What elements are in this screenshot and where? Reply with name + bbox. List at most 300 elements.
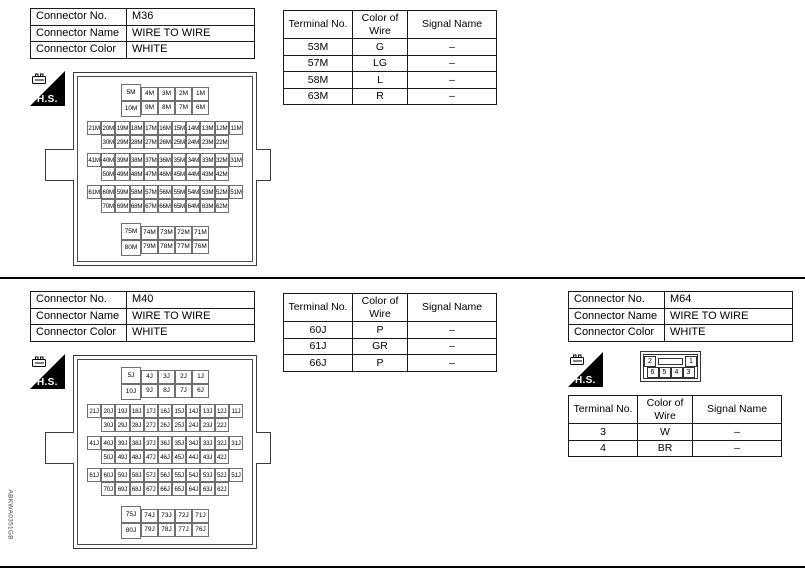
connector-diagram-m40 [73,355,257,549]
connector-tab-right [256,149,271,181]
pin-cell: 41M [87,153,101,167]
pin-cell: 20J [101,404,115,418]
pin-cell: 30J [101,418,115,432]
pin-cell: 52J [215,468,229,482]
pin-cell: 45M [172,167,186,181]
pin-cell: 13J [200,404,214,418]
pin-cell: 60M [101,185,115,199]
pin-block [87,121,243,149]
pin-cell: 1J [192,370,209,384]
info-row [31,42,255,59]
pin-cell: 61M [87,185,101,199]
pin-cell: 28M [130,135,144,149]
pin-cell: 51M [229,185,243,199]
pin-cell: 54J [186,468,200,482]
pin-cell: 26J [158,418,172,432]
pin-row [101,199,229,213]
terminal-cell: LG [353,55,408,72]
pin-cell: 38M [130,153,144,167]
header-row [569,396,782,424]
pin-cell: 67M [144,199,158,213]
pin-cell: 15J [172,404,186,418]
pin-row [87,153,243,167]
pin-row [101,418,229,432]
pin-cap-column [121,84,141,117]
pin-cell: 29M [115,135,129,149]
pin-cell: 37J [144,436,158,450]
pin-cell: 23J [200,418,214,432]
pin-cell: 59J [115,468,129,482]
pin-area-m64 [643,354,698,379]
info-row [569,292,793,309]
hs-badge [30,71,65,106]
pin-area-m40 [77,359,253,545]
pin-cell: 71J [192,509,209,523]
pin-cell: 14J [186,404,200,418]
info-value: WHITE [665,325,793,342]
info-row [31,25,255,42]
pin-cell: 25J [172,418,186,432]
hs-badge [30,354,65,389]
pin-row [87,436,243,450]
info-row [569,308,793,325]
terminal-cell: – [408,88,497,105]
terminal-table-m64 [568,395,782,457]
pin-cell: 68J [130,482,144,496]
pin-cell: 2M [175,87,192,101]
info-value: M40 [127,292,255,309]
pin-cell: 66J [158,482,172,496]
info-row [31,292,255,309]
terminal-cell: – [693,424,782,441]
pin-row [141,384,209,398]
pin-cell: 23M [200,135,214,149]
pin-cell: 50J [101,450,115,464]
pin-cell: 36M [158,153,172,167]
section-divider [0,277,805,279]
terminal-cell: 61J [284,338,353,355]
connector-diagram-m36 [73,72,257,266]
connector-icon [31,355,48,368]
terminal-cell: – [693,440,782,457]
pin-cell: 58M [130,185,144,199]
pin-cell: 2J [175,370,192,384]
info-value: M64 [665,292,793,309]
pin-row [87,404,243,418]
terminal-cell: – [408,355,497,372]
pin-cell: 40J [101,436,115,450]
pin-cell: 58J [130,468,144,482]
terminal-row [284,55,497,72]
pin-cell: 12M [215,121,229,135]
pin-cell: 36J [158,436,172,450]
pin-cell: 7J [175,384,192,398]
info-value: WIRE TO WIRE [665,308,793,325]
pin-cell: 34J [186,436,200,450]
pin-row [141,240,209,254]
terminal-cell: BR [638,440,693,457]
header-row [284,11,497,39]
pin-row [101,450,229,464]
pin-cell: 56M [158,185,172,199]
pin-cell: 35M [172,153,186,167]
terminal-table-m36 [283,10,497,105]
pin-cap-column [121,367,141,400]
pin-cell: 29J [115,418,129,432]
pin-cell: 61J [87,468,101,482]
pin-block [87,436,243,464]
pin-cell: 12J [215,404,229,418]
pin-cell: 5J [121,367,141,384]
pin-cell: 65J [172,482,186,496]
pin-cell: 56J [158,468,172,482]
pin-cell: 3J [158,370,175,384]
pin-block [121,367,209,400]
pin-cell: 78M [158,240,175,254]
info-row [31,308,255,325]
info-value: WHITE [127,42,255,59]
pin-cell: 13M [200,121,214,135]
pin-cell: 33J [200,436,214,450]
info-label: Connector Name [569,308,665,325]
pin-cell: 60J [101,468,115,482]
info-row [31,325,255,342]
pin-cell: 5 [659,367,671,378]
connector-slot [658,358,683,365]
pin-cell: 55M [172,185,186,199]
pin-cell: 46J [158,450,172,464]
pin-cell: 64M [186,199,200,213]
pin-cell: 55J [172,468,186,482]
terminal-cell: 63M [284,88,353,105]
info-value: WIRE TO WIRE [127,308,255,325]
pin-cell: 34M [186,153,200,167]
pin-row [87,121,243,135]
pin-cell: 15M [172,121,186,135]
info-label: Connector No. [31,9,127,26]
info-value: WIRE TO WIRE [127,25,255,42]
pin-block [121,84,209,117]
pin-cell: 80J [121,523,141,540]
pin-cell: 24J [186,418,200,432]
pin-cell: 66M [158,199,172,213]
pin-row [101,482,229,496]
pin-cell: 44J [186,450,200,464]
pin-cell: 43M [200,167,214,181]
terminal-row [284,72,497,89]
info-value: M36 [127,9,255,26]
pin-grid [141,370,209,398]
pin-cell: 32J [215,436,229,450]
terminal-cell: 53M [284,39,353,56]
pin-cell: 48M [130,167,144,181]
pin-cell: 57M [144,185,158,199]
pin-cell: 22M [215,135,229,149]
pin-cap-column [121,506,141,539]
pin-cell: 7M [175,101,192,115]
pin-cell: 1 [685,356,697,367]
pin-cell: 6J [192,384,209,398]
pin-cell: 70J [101,482,115,496]
info-row [569,325,793,342]
pin-cell: 22J [215,418,229,432]
terminal-cell: GR [353,338,408,355]
column-header: Color of Wire [638,396,693,424]
info-label: Connector No. [31,292,127,309]
info-label: Connector No. [569,292,665,309]
pin-cell: 9M [141,101,158,115]
pin-cell: 35J [172,436,186,450]
pin-grid [141,226,209,254]
pin-cell: 48J [130,450,144,464]
terminal-cell: – [408,338,497,355]
pin-block [87,468,243,496]
pin-cell: 74J [141,509,158,523]
terminal-cell: L [353,72,408,89]
info-label: Connector Name [31,25,127,42]
pin-cell: 57J [144,468,158,482]
pin-cell: 64J [186,482,200,496]
pin-cell: 26M [158,135,172,149]
hs-label: H.S. [37,94,58,105]
pin-row [141,226,209,240]
pin-cell: 46M [158,167,172,181]
pin-cell: 63M [200,199,214,213]
pin-cell: 72M [175,226,192,240]
pin-cell: 39M [115,153,129,167]
pin-cell: 76J [192,523,209,537]
pin-grid [141,87,209,115]
pin-cell: 20M [101,121,115,135]
pin-cell: 16M [158,121,172,135]
connector-icon [569,353,586,366]
terminal-row [284,338,497,355]
pin-cell: 5M [121,84,141,101]
hs-label: H.S. [575,375,596,386]
info-label: Connector Name [31,308,127,325]
terminal-cell: 58M [284,72,353,89]
column-header: Signal Name [408,294,497,322]
pin-cell: 21M [87,121,101,135]
pin-row [141,523,209,537]
pin-cell: 62J [215,482,229,496]
pin-cell: 75J [121,506,141,523]
pin-block [87,153,243,181]
terminal-row [284,322,497,339]
pin-block [87,185,243,213]
pin-cell: 24M [186,135,200,149]
terminal-cell: 57M [284,55,353,72]
pin-cell: 39J [115,436,129,450]
pin-cell: 43J [200,450,214,464]
info-label: Connector Color [31,325,127,342]
pin-cell: 62M [215,199,229,213]
pin-cell: 17M [144,121,158,135]
pin-block [121,506,209,539]
column-header: Terminal No. [284,294,353,322]
pin-cell: 77J [175,523,192,537]
pin-cell: 54M [186,185,200,199]
header-row [284,294,497,322]
pin-cell: 67J [144,482,158,496]
pin-cell: 63J [200,482,214,496]
terminal-cell: – [408,322,497,339]
pin-cell: 3 [683,367,695,378]
pin-cell: 53J [200,468,214,482]
pin-cell: 21J [87,404,101,418]
pin-cell: 69M [115,199,129,213]
pin-cell: 18M [130,121,144,135]
pin-cell: 69J [115,482,129,496]
connector-tab-left [45,149,74,181]
pin-row [87,468,243,482]
pin-cell: 16J [158,404,172,418]
pin-cell: 40M [101,153,115,167]
pin-row [101,167,229,181]
terminal-cell: 4 [569,440,638,457]
terminal-cell: 3 [569,424,638,441]
pin-cell: 78J [158,523,175,537]
terminal-cell: – [408,39,497,56]
pin-cell: 49M [115,167,129,181]
pin-cell: 75M [121,223,141,240]
pin-cell: 79M [141,240,158,254]
pin-cell: 14M [186,121,200,135]
pin-cell: 10M [121,101,141,118]
pin-cell: 70M [101,199,115,213]
info-label: Connector Color [31,42,127,59]
pin-cell: 2 [644,356,656,367]
pin-cell: 42J [215,450,229,464]
terminal-cell: P [353,355,408,372]
terminal-cell: R [353,88,408,105]
pin-cell: 42M [215,167,229,181]
pin-cell: 27M [144,135,158,149]
pin-row [87,185,243,199]
pin-cell: 73M [158,226,175,240]
connector-info-table-m64 [568,291,793,342]
pin-cell: 1M [192,87,209,101]
pin-cell: 25M [172,135,186,149]
pin-cell: 4M [141,87,158,101]
pin-cell: 41J [87,436,101,450]
pin-cell: 51J [229,468,243,482]
terminal-row [284,88,497,105]
pin-cell: 3M [158,87,175,101]
section-divider [0,566,805,568]
hs-label: H.S. [37,377,58,388]
terminal-cell: 66J [284,355,353,372]
pin-row [141,101,209,115]
pin-cell: 17J [144,404,158,418]
pin-cell: 32M [215,153,229,167]
info-label: Connector Color [569,325,665,342]
column-header: Signal Name [693,396,782,424]
pin-cell: 65M [172,199,186,213]
pin-cell: 52M [215,185,229,199]
column-header: Color of Wire [353,11,408,39]
pin-cell: 80M [121,240,141,257]
pin-cell: 11J [229,404,243,418]
pin-cell: 68M [130,199,144,213]
connector-info-table-m40 [30,291,255,342]
pin-cell: 74M [141,226,158,240]
terminal-cell: G [353,39,408,56]
column-header: Terminal No. [284,11,353,39]
terminal-cell: – [408,55,497,72]
pin-cell: 47M [144,167,158,181]
pin-cell: 38J [130,436,144,450]
info-row [31,9,255,26]
terminal-cell: 60J [284,322,353,339]
pin-cell: 71M [192,226,209,240]
pin-cell: 45J [172,450,186,464]
pin-cell: 47J [144,450,158,464]
pin-cell: 72J [175,509,192,523]
pin-cell: 28J [130,418,144,432]
pin-cell: 44M [186,167,200,181]
pin-cell: 53M [200,185,214,199]
pin-cell: 33M [200,153,214,167]
pin-cell: 19M [115,121,129,135]
connector-tab-right [256,432,271,464]
terminal-cell: P [353,322,408,339]
pin-row [141,370,209,384]
terminal-row [569,440,782,457]
terminal-cell: – [408,72,497,89]
pin-cell: 8J [158,384,175,398]
pin-row [647,367,695,378]
pin-row [141,509,209,523]
pin-cell: 9J [141,384,158,398]
column-header: Terminal No. [569,396,638,424]
pin-cell: 31M [229,153,243,167]
pin-cell: 4 [671,367,683,378]
pin-cell: 37M [144,153,158,167]
pin-row [101,135,229,149]
pin-row [644,356,697,367]
terminal-row [569,424,782,441]
pin-grid [141,509,209,537]
pin-cell: 59M [115,185,129,199]
pin-cell: 27J [144,418,158,432]
pin-cell: 49J [115,450,129,464]
pin-block [121,223,209,256]
pin-cell: 79J [141,523,158,537]
connector-tab-left [45,432,74,464]
pin-block [87,404,243,432]
pin-cell: 76M [192,240,209,254]
column-header: Color of Wire [353,294,408,322]
pin-cell: 4J [141,370,158,384]
figure-id: ABKWA0351GB [6,489,14,540]
terminal-table-m40 [283,293,497,372]
pin-row [141,87,209,101]
pin-cell: 31J [229,436,243,450]
terminal-row [284,39,497,56]
pin-cell: 19J [115,404,129,418]
pin-cap-column [121,223,141,256]
pin-cell: 50M [101,167,115,181]
hs-badge [568,352,603,387]
pin-cell: 10J [121,384,141,401]
column-header: Signal Name [408,11,497,39]
pin-cell: 11M [229,121,243,135]
terminal-cell: W [638,424,693,441]
pin-area-m36 [77,76,253,262]
connector-icon [31,72,48,85]
terminal-row [284,355,497,372]
